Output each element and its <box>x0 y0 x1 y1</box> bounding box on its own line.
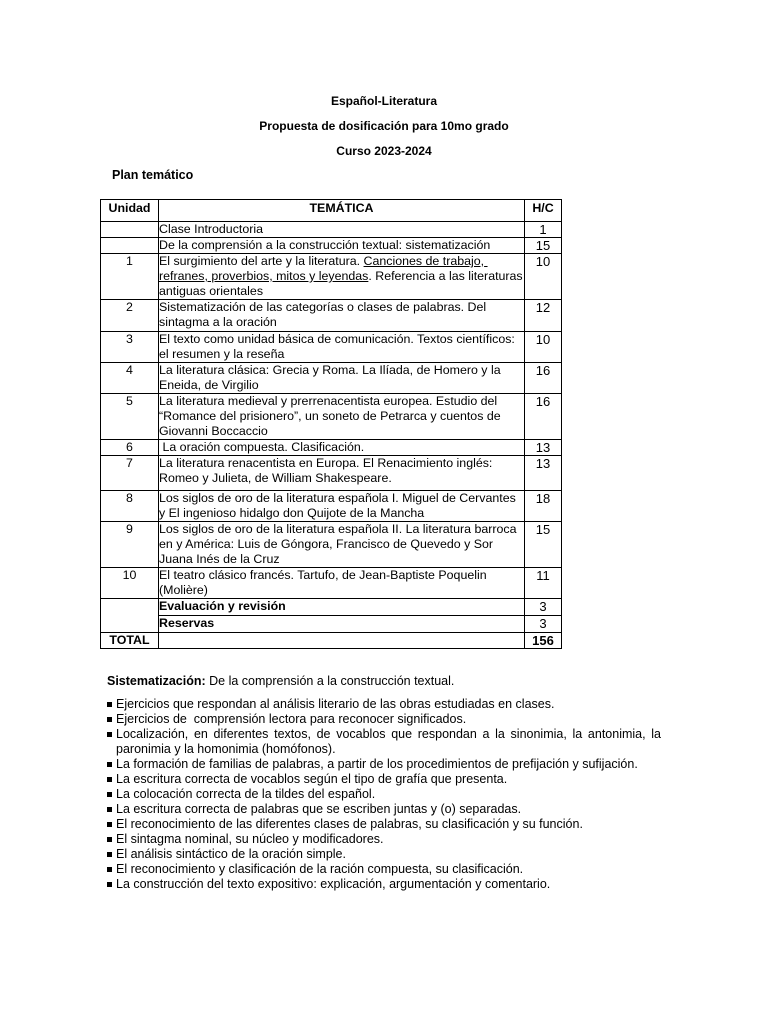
unit-cell: 7 <box>101 456 159 491</box>
hours-cell: 3 <box>525 616 562 633</box>
unit-cell: 10 <box>101 568 159 599</box>
hours-cell: 13 <box>525 456 562 491</box>
bullet-square-icon <box>107 762 112 767</box>
topic-cell <box>159 254 525 300</box>
bullet-square-icon <box>107 867 112 872</box>
list-item-text: Localización, en diferentes textos, de vocablos que respondan a la sinonimia, la antonimia, la paronimia y la homonimia (homófonos). <box>116 727 665 756</box>
unit-cell: 6 <box>101 440 159 456</box>
list-item-text: La construcción del texto expositivo: explicación, argumentación y comentario. <box>116 877 551 891</box>
document-subject: Español-Literatura <box>330 94 438 108</box>
list-item-text: La colocación correcta de la tildes del español. <box>116 787 376 801</box>
topic-text: Los siglos de oro de la literatura española I. Miguel de Cervantes y El ingenioso hidalgo don Quijote de la Mancha <box>159 491 520 520</box>
topic-underlined-text: Canciones de trabajo, refranes, proverbios, mitos y leyendas <box>159 254 488 283</box>
hours-cell: 13 <box>525 440 562 456</box>
systematization-heading <box>107 674 454 689</box>
list-item-text: El reconocimiento de las diferentes clases de palabras, su clasificación y su función. <box>116 817 583 831</box>
unit-cell: 9 <box>101 522 159 568</box>
hours-cell: 18 <box>525 491 562 522</box>
evaluation-text: Evaluación y revisión <box>159 599 286 613</box>
topic-cell <box>159 568 525 599</box>
systematization-text: De la comprensión a la construcción textual. <box>209 674 455 688</box>
table-row <box>101 616 562 633</box>
list-item-text: El reconocimiento y clasificación de la ración compuesta, su clasificación. <box>116 862 524 876</box>
document-proposal-title: Propuesta de dosificación para 10mo grado <box>259 119 509 133</box>
column-header-hc: H/C <box>525 200 562 222</box>
bullet-square-icon <box>107 792 112 797</box>
document-course: Curso 2023-2024 <box>336 144 432 158</box>
table-row <box>101 456 562 491</box>
unit-cell: 8 <box>101 491 159 522</box>
list-item-text: Ejercicios de comprensión lectora para reconocer significados. <box>116 712 467 726</box>
hours-cell: 15 <box>525 522 562 568</box>
topic-text: La literatura clásica: Grecia y Roma. La Ilíada, de Homero y la Eneida, de Virgilio <box>159 363 505 392</box>
topic-text: Los siglos de oro de la literatura española II. La literatura barroca en y América: Luis de Góngora, Francisco de Quevedo y Sor Juana Inés de la Cruz <box>159 522 520 566</box>
hours-cell: 15 <box>525 238 562 254</box>
hours-cell: 3 <box>525 599 562 616</box>
unit-cell: 4 <box>101 363 159 394</box>
total-label: TOTAL <box>101 633 159 649</box>
list-item <box>107 832 661 847</box>
bullet-square-icon <box>107 717 112 722</box>
topic-text: El teatro clásico francés. Tartufo, de Jean-Baptiste Poquelin (Molière) <box>159 568 491 597</box>
table-row <box>101 440 562 456</box>
list-item-text: La formación de familias de palabras, a partir de los procedimientos de prefijación y sufijación. <box>116 757 638 771</box>
unit-cell: 1 <box>101 254 159 300</box>
topic-cell <box>159 599 525 616</box>
list-item <box>107 772 661 787</box>
total-topic-cell <box>159 633 525 649</box>
unit-cell <box>101 238 159 254</box>
table-total-row <box>101 633 562 649</box>
systematization-list <box>107 697 665 892</box>
hours-cell: 12 <box>525 300 562 332</box>
column-header-unidad: Unidad <box>101 200 159 222</box>
topic-cell <box>159 394 525 440</box>
table-row <box>101 568 562 599</box>
table-row <box>101 522 562 568</box>
topic-text: . Referencia a las literaturas antiguas orientales <box>159 269 527 298</box>
list-item-text: La escritura correcta de palabras que se escriben juntas y (o) separadas. <box>116 802 522 816</box>
hours-cell: 1 <box>525 222 562 238</box>
table-header-row <box>101 200 562 222</box>
topic-cell <box>159 522 525 568</box>
list-item-text: El sintagma nominal, su núcleo y modificadores. <box>116 832 384 846</box>
table-row <box>101 599 562 616</box>
hours-cell: 10 <box>525 254 562 300</box>
list-item <box>107 787 661 802</box>
topic-text: La literatura medieval y prerrenacentista europea. Estudio del “Romance del prisionero”, un soneto de Petrarca y cuentos de Giovanni Boccaccio <box>159 394 505 438</box>
table-row <box>101 363 562 394</box>
bullet-square-icon <box>107 807 112 812</box>
total-hours: 156 <box>525 633 562 649</box>
unit-cell <box>101 222 159 238</box>
list-item <box>107 697 661 712</box>
table-row <box>101 254 562 300</box>
topic-cell <box>159 300 525 332</box>
table-row <box>101 300 562 332</box>
table-row <box>101 394 562 440</box>
topic-cell <box>159 491 525 522</box>
topic-text: Clase Introductoria <box>159 222 263 236</box>
list-item <box>107 817 661 832</box>
list-item <box>107 727 665 757</box>
topic-text: Sistematización de las categorías o clases de palabras. Del sintagma a la oración <box>159 300 490 329</box>
list-item <box>107 802 661 817</box>
hours-cell: 11 <box>525 568 562 599</box>
bullet-square-icon <box>107 822 112 827</box>
list-item <box>107 877 661 892</box>
bullet-square-icon <box>107 702 112 707</box>
hours-cell: 16 <box>525 394 562 440</box>
list-item <box>107 862 661 877</box>
list-item <box>107 847 661 862</box>
hours-cell: 10 <box>525 332 562 363</box>
list-item-text: La escritura correcta de vocablos según el tipo de grafía que presenta. <box>116 772 508 786</box>
thematic-plan-table <box>100 199 562 649</box>
topic-cell <box>159 363 525 394</box>
list-item <box>107 757 661 772</box>
topic-text: El surgimiento del arte y la literatura. <box>159 254 364 268</box>
topic-cell <box>159 238 525 254</box>
plan-title: Plan temático <box>112 168 194 182</box>
unit-cell <box>101 599 159 633</box>
topic-cell <box>159 222 525 238</box>
topic-text: De la comprensión a la construcción textual: sistematización <box>159 238 491 252</box>
topic-text: El texto como unidad básica de comunicación. Textos científicos: el resumen y la reseña <box>159 332 519 361</box>
topic-cell <box>159 616 525 633</box>
bullet-square-icon <box>107 852 112 857</box>
bullet-square-icon <box>107 837 112 842</box>
systematization-label: Sistematización: <box>107 674 206 688</box>
unit-cell: 3 <box>101 332 159 363</box>
unit-cell: 2 <box>101 300 159 332</box>
bullet-square-icon <box>107 777 112 782</box>
hours-cell: 16 <box>525 363 562 394</box>
topic-cell <box>159 332 525 363</box>
table-row <box>101 222 562 238</box>
topic-text: La literatura renacentista en Europa. El Renacimiento inglés: Romeo y Julieta, de William Shakespeare. <box>159 456 496 485</box>
list-item-text: Ejercicios que respondan al análisis literario de las obras estudiadas en clases. <box>116 697 555 711</box>
column-header-tematica: TEMÁTICA <box>159 200 525 222</box>
bullet-square-icon <box>107 732 112 737</box>
topic-text: La oración compuesta. Clasificación. <box>159 440 365 454</box>
table-row <box>101 238 562 254</box>
table-row <box>101 491 562 522</box>
topic-cell <box>159 440 525 456</box>
bullet-square-icon <box>107 882 112 887</box>
topic-cell <box>159 456 525 491</box>
list-item-text: El análisis sintáctico de la oración simple. <box>116 847 346 861</box>
unit-cell: 5 <box>101 394 159 440</box>
table-row <box>101 332 562 363</box>
reserves-text: Reservas <box>159 616 215 630</box>
list-item <box>107 712 661 727</box>
